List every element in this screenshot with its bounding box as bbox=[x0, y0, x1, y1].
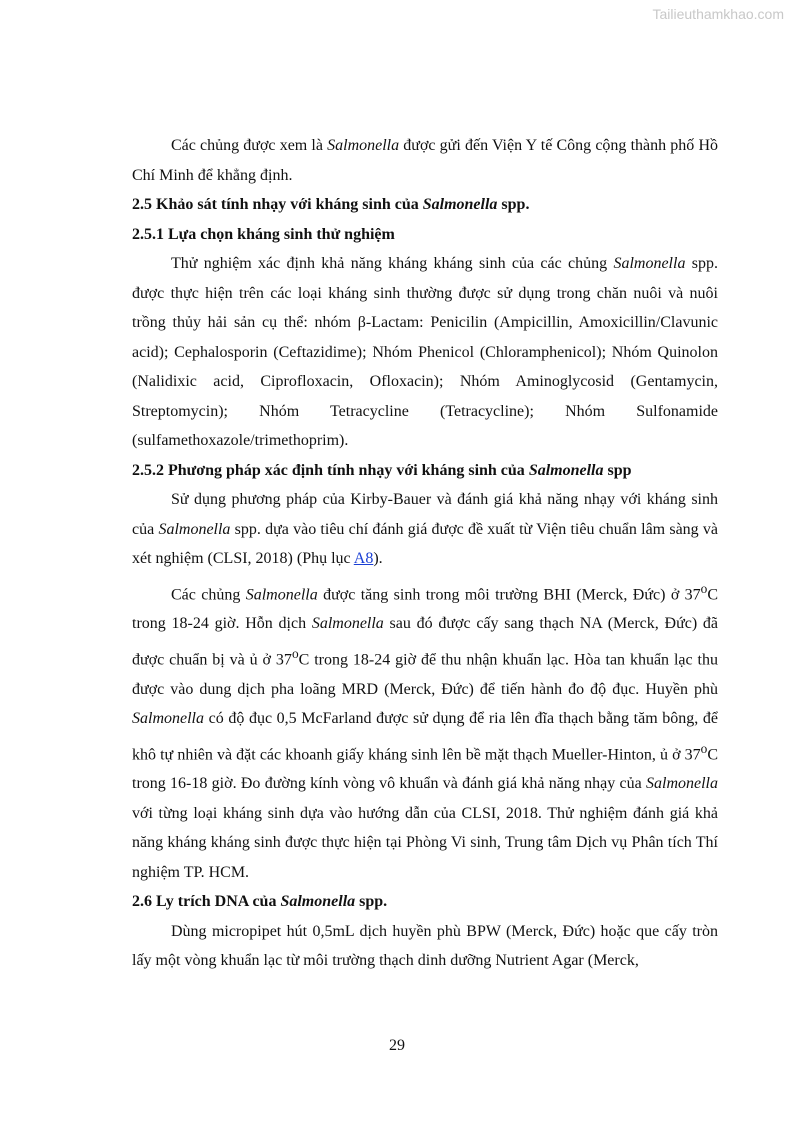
document-body bbox=[132, 131, 718, 976]
appendix-link[interactable]: A8 bbox=[353, 550, 374, 567]
heading-2-5-1: 2.5.1 Lựa chọn kháng sinh thử nghiệm bbox=[132, 225, 395, 243]
heading-2-6: 2.6 Ly trích DNA của Salmonella spp. bbox=[132, 893, 388, 911]
paragraph-procedure: Các chủng Salmonella được tăng sinh trong môi trường BHI (Merck, Đức) ở 37$^o$C trong 18-24 giờ. Hỗn dịch Salmonella sau đó được cấy sang thạch NA (Merck, Đức) đã được chuẩn bị và ủ ở 37$^o$C trong 18-24 giờ để thu nhận khuẩn lạc. Hòa tan khuẩn lạc thu được vào dung dịch pha loãng MRD (Merck, Đức) để tiến hành đo độ đục. Huyền phù Salmonella có độ đục 0,5 McFarland được sử dụng để ria lên đĩa thạch bằng tăm bông, để khô tự nhiên và đặt các khoanh giấy kháng sinh lên bề mặt thạch Mueller-Hinton, ủ ở 37$^o$C trong 16-18 giờ. Đo đường kính vòng vô khuẩn và đánh giá khả năng nhạy của Salmonella với từng loại kháng sinh dựa vào hướng dẫn của CLSI, 2018. Thử nghiệm đánh giá khả năng kháng kháng sinh được thực hiện tại Phòng Vi sinh, Trung tâm Dịch vụ Phân tích Thí nghiệm TP. HCM. bbox=[132, 580, 719, 881]
paragraph-antibiotic-selection: Thử nghiệm xác định khả năng kháng kháng sinh của các chủng Salmonella spp. được thực hiện trên các loại kháng sinh thường được sử dụng trong chăn nuôi và nuôi trồng thủy hải sản cụ thể: nhóm β-Lactam: Penicilin (Ampicillin, Amoxicillin/Clavunic acid); Cephalosporin (Ceftazidime); Nhóm Phenicol (Chloramphenicol); Nhóm Quinolon (Nalidixic acid, Ciprofloxacin, Ofloxacin); Nhóm Aminoglycosid (Gentamycin, Streptomycin); Nhóm Tetracycline (Tetracycline); Nhóm Sulfonamide (sulfamethoxazole/trimethoprim). bbox=[132, 255, 718, 449]
heading-2-5: 2.5 Khảo sát tính nhạy với kháng sinh của Salmonella spp. bbox=[132, 196, 530, 213]
watermark: Tailieuthamkhao.com bbox=[652, 6, 784, 22]
paragraph-kirby-bauer: Sử dụng phương pháp của Kirby-Bauer và đánh giá khả năng nhạy với kháng sinh của Salmonella spp. dựa vào tiêu chí đánh giá được đề xuất từ Viện tiêu chuẩn lâm sàng và xét nghiệm (CLSI, 2018) (Phụ lục A8). bbox=[132, 491, 719, 567]
heading-2-5-2: 2.5.2 Phương pháp xác định tính nhạy với kháng sinh của Salmonella spp bbox=[132, 461, 632, 479]
page-number: 29 bbox=[389, 1037, 405, 1054]
paragraph-dna-extraction: Dùng micropipet hút 0,5mL dịch huyền phù BPW (Merck, Đức) hoặc que cấy tròn lấy một vòng khuẩn lạc từ môi trường thạch dinh dưỡng Nutrient Agar (Merck, bbox=[132, 922, 718, 970]
paragraph-confirmation: Các chủng được xem là Salmonella được gửi đến Viện Y tế Công cộng thành phố Hồ Chí Minh để khẳng định. bbox=[132, 137, 719, 184]
